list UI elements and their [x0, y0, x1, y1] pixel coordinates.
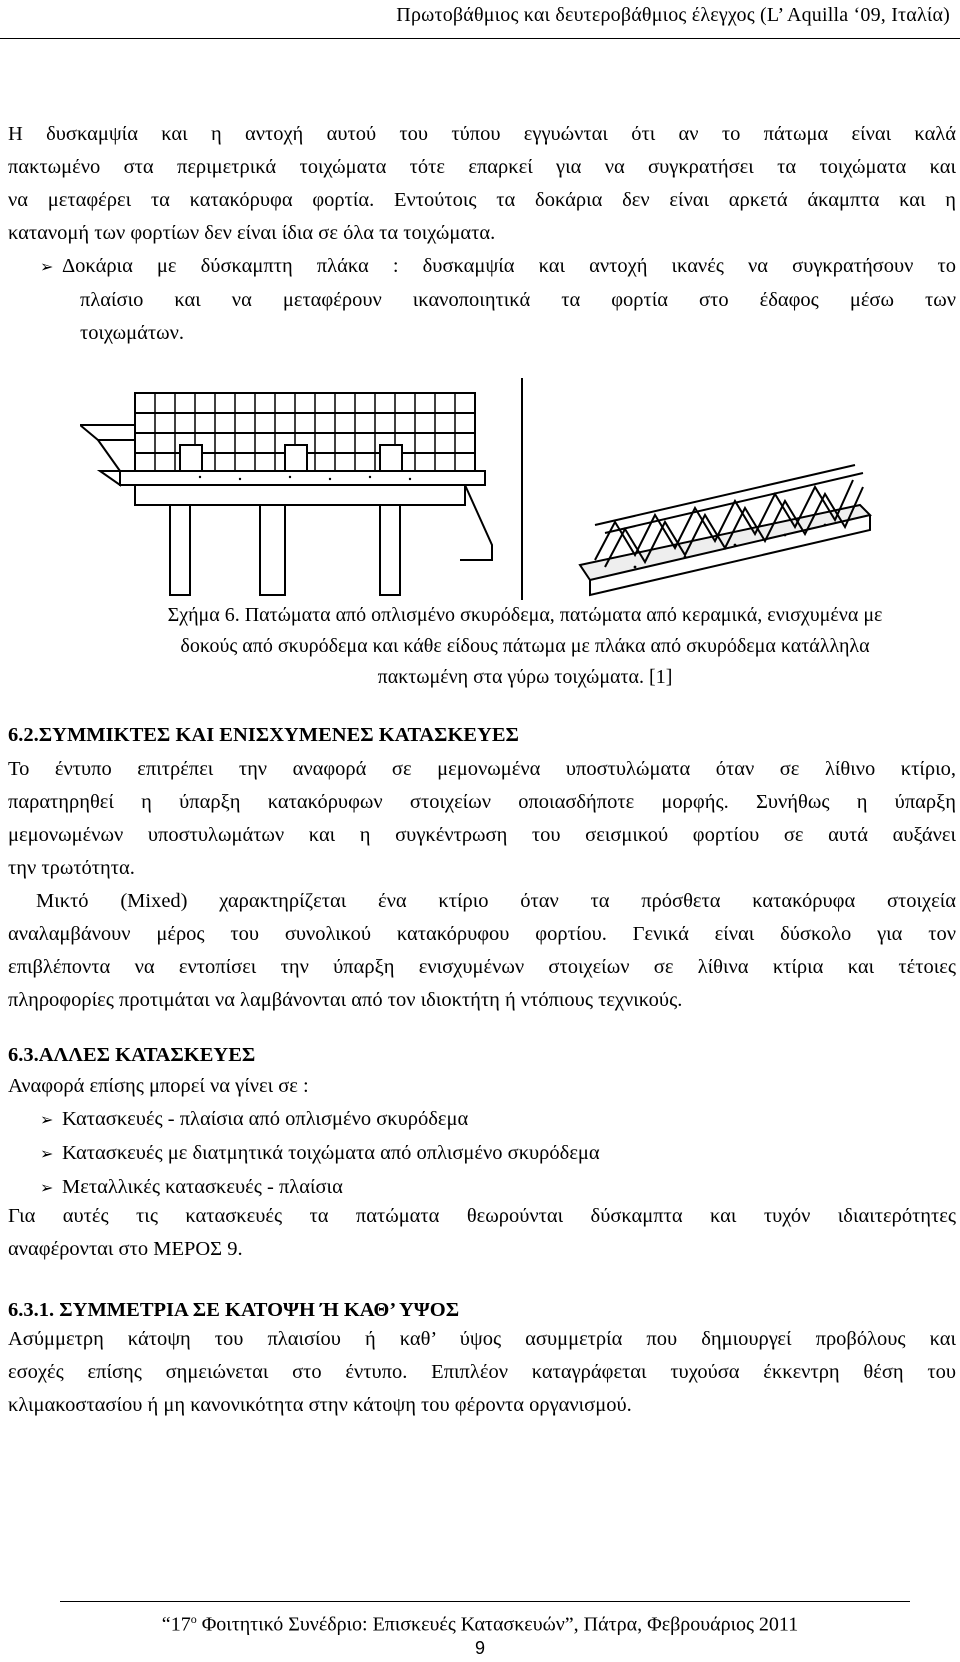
beams-bullet — [40, 250, 956, 350]
paragraph-line: Η δυσκαμψία και η αντοχή αυτού του τύπου εγγυώνται ότι αν το πάτωμα είναι καλά — [8, 123, 956, 145]
figure-divider — [519, 378, 525, 600]
section-heading-6-3-1: 6.3.1. ΣΥΜΜΕΤΡΙΑ ΣΕ ΚΑΤΟΨΗ Ή ΚΑΘ’ ΥΨΟΣ — [8, 1299, 460, 1321]
section-heading-6-3: 6.3.ΑΛΛΕΣ ΚΑΤΑΣΚΕΥΕΣ — [8, 1044, 256, 1066]
paragraph-line: επιβλέποντα να εντοπίσει την ύπαρξη ενισχυμένων στοιχείων σε λίθινα κτίρια και τέτοιες — [8, 956, 956, 978]
paragraph-line: Για αυτές τις κατασκευές τα πατώματα θεωρούνται δύσκαμπτα και τυχόν ιδιαιτερότητες — [8, 1205, 956, 1227]
section-6-2-paragraph-2 — [8, 885, 956, 1017]
paragraph-line: Ασύμμετρη κάτοψη του πλαισίου ή καθ’ ύψος ασυμμετρία που δημιουργεί προβόλους και — [8, 1328, 956, 1350]
paragraph-line: μεμονωμένων υποστυλωμάτων και η συγκέντρωση του σεισμικού φορτίου σε αυτά αυξάνει — [8, 824, 956, 846]
section-6-3-intro — [8, 1070, 956, 1103]
arrow-bullet-icon: ➢ — [40, 1180, 54, 1197]
bullet-line: πλαίσιο και να μεταφέρουν ικανοποιητικά τα φορτία στο έδαφος μέσω των — [80, 289, 956, 311]
footer-conference: “$17^o$ Φοιτητικό Συνέδριο: Επισκευές Κατασκευών”, Πάτρα, Φεβρουάριος 2011 — [161, 1612, 799, 1636]
footer-rule — [60, 1601, 910, 1602]
paragraph-line: αναφέρονται στο ΜΕΡΟΣ 9. — [8, 1238, 243, 1260]
section-6-2-paragraph-1 — [8, 753, 956, 885]
intro-paragraph — [8, 118, 956, 250]
section-6-3-closing — [8, 1200, 956, 1266]
section-6-3-list — [40, 1103, 960, 1205]
paragraph-line: εσοχές επίσης σημειώνεται στο έντυπο. Επιπλέον καταγράφεται τυχούσα έκκεντρη θέση του — [8, 1361, 956, 1383]
caption-line: δοκούς από σκυρόδεμα και κάθε είδους πάτωμα με πλάκα από σκυρόδεμα κατάλληλα — [180, 635, 870, 657]
page-number: 9 — [474, 1638, 485, 1658]
paragraph-line: αναλαμβάνουν μέρος του συνολικού κατακόρυφου φορτίου. Γενικά είναι δύσκολο για τον — [8, 923, 956, 945]
list-item: ➢ Κατασκευές - πλαίσια από οπλισμένο σκυρόδεμα — [40, 1103, 960, 1137]
lattice-beam-floor-drawing — [575, 455, 875, 600]
reinforced-concrete-floor-drawing — [80, 385, 500, 610]
paragraph-line: Το έντυπο επιτρέπει την αναφορά σε μεμονωμένα υποστυλώματα όταν σε λίθινο κτίριο, — [8, 758, 956, 780]
bullet-text: Δοκάρια με δύσκαμπτη πλάκα : δυσκαμψία και αντοχή ικανές να συγκρατήσουν το — [62, 255, 956, 277]
section-6-3-1-paragraph — [8, 1323, 956, 1422]
list-item: ➢ Κατασκευές με διατμητικά τοιχώματα από οπλισμένο σκυρόδεμα — [40, 1137, 960, 1171]
running-header: Πρωτοβάθμιος και δευτεροβάθμιος έλεγχος (L’ Aquilla ‘09, Ιταλία) — [396, 4, 950, 26]
paragraph-line: να μεταφέρει τα κατακόρυφα φορτία. Εντούτοις τα δοκάρια δεν είναι αρκετά άκαμπτα και η — [8, 189, 956, 211]
header-rule — [0, 38, 960, 39]
paragraph-line: Αναφορά επίσης μπορεί να γίνει σε : — [8, 1075, 309, 1097]
section-heading-6-2: 6.2.ΣΥΜΜΙΚΤΕΣ ΚΑΙ ΕΝΙΣΧΥΜΕΝΕΣ ΚΑΤΑΣΚΕΥΕΣ — [8, 724, 519, 746]
arrow-bullet-icon: ➢ — [40, 1146, 54, 1163]
paragraph-line: Μικτό (Mixed) χαρακτηρίζεται ένα κτίριο όταν τα πρόσθετα κατακόρυφα στοιχεία — [36, 890, 956, 912]
paragraph-line: παρατηρηθεί η ύπαρξη κατακόρυφων στοιχείων οποιασδήποτε μορφής. Συνήθως η ύπαρξη — [8, 791, 956, 813]
paragraph-line: πακτωμένο στα περιμετρικά τοιχώματα τότε επαρκεί για να συγκρατήσει τα τοιχώματα και — [8, 156, 956, 178]
paragraph-line: πληροφορίες προτιμάται να λαμβάνονται από τον ιδιοκτήτη ή ντόπιους τεχνικούς. — [8, 989, 683, 1011]
caption-line: Σχήμα 6. Πατώματα από οπλισμένο σκυρόδεμα, πατώματα από κεραμικά, ενισχυμένα με — [167, 604, 883, 626]
bullet-line: τοιχωμάτων. — [80, 322, 185, 344]
caption-line: πακτωμένη στα γύρω τοιχώματα. [1] — [377, 666, 673, 688]
list-item: ➢ Μεταλλικές κατασκευές - πλαίσια — [40, 1171, 960, 1205]
figure-caption — [120, 600, 930, 693]
paragraph-line: την τρωτότητα. — [8, 857, 135, 879]
arrow-bullet-icon: ➢ — [40, 1112, 54, 1129]
paragraph-line: κλιμακοστασίου ή μη κανονικότητα στην κάτοψη του φέροντα οργανισμού. — [8, 1394, 632, 1416]
paragraph-line: κατανομή των φορτίων δεν είναι ίδια σε όλα τα τοιχώματα. — [8, 222, 496, 244]
arrow-bullet-icon: ➢ — [40, 259, 54, 276]
